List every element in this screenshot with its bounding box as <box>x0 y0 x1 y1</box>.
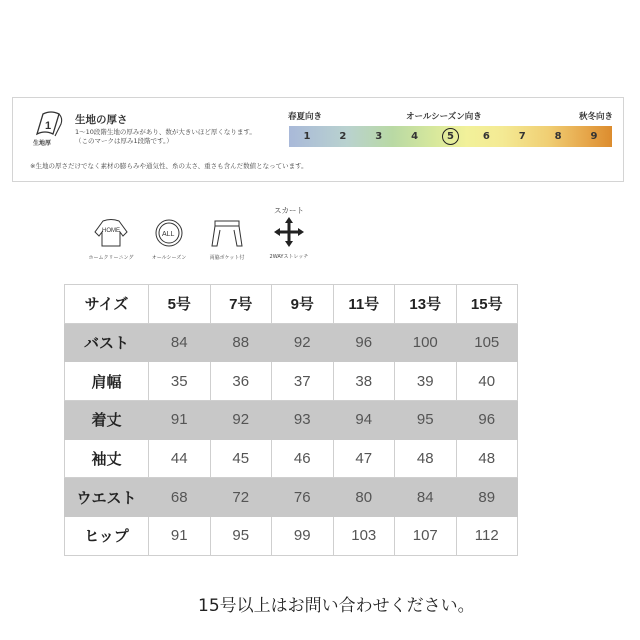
care-2way-stretch <box>264 205 314 260</box>
table-cell: 96 <box>456 401 518 440</box>
table-cell: 68 <box>149 478 211 517</box>
table-cell: 48 <box>395 439 457 478</box>
care-label: オールシーズン <box>151 255 187 261</box>
care-top-label: スカート <box>274 206 304 215</box>
table-cell: 39 <box>395 362 457 401</box>
label-spring-summer: 春夏向き <box>288 112 323 122</box>
table-cell: 96 <box>333 323 395 362</box>
scale-value: 7 <box>518 131 526 142</box>
table-cell: 47 <box>333 439 395 478</box>
care-label: ホームクリーニング <box>88 255 134 261</box>
header-cell: 9号 <box>272 285 334 324</box>
table-cell: 35 <box>149 362 211 401</box>
scale-value: 1 <box>303 131 311 142</box>
care-side-pockets <box>204 218 250 261</box>
table-cell: 95 <box>395 401 457 440</box>
table-cell: 89 <box>456 478 518 517</box>
home-cleaning-icon <box>93 218 129 248</box>
table-cell: 100 <box>395 323 457 362</box>
thickness-scale-bar <box>289 126 612 147</box>
table-cell: 40 <box>456 362 518 401</box>
care-all-season <box>146 218 192 261</box>
table-row <box>65 323 518 362</box>
row-label: 着丈 <box>65 401 149 440</box>
size-table <box>64 284 518 556</box>
header-cell: サイズ <box>65 285 149 324</box>
scale-value: 6 <box>482 131 490 142</box>
description-line-2: （このマークは厚み1段階です。） <box>75 137 173 145</box>
table-row <box>65 401 518 440</box>
fabric-thickness-mark <box>31 110 67 150</box>
table-cell: 94 <box>333 401 395 440</box>
table-cell: 45 <box>210 439 272 478</box>
table-cell: 112 <box>456 517 518 556</box>
row-label: ヒップ <box>65 517 149 556</box>
scale-value: 9 <box>590 131 598 142</box>
care-label: 2WAYストレッチ <box>269 254 309 260</box>
table-cell: 48 <box>456 439 518 478</box>
table-row <box>65 517 518 556</box>
mark-label: 生地厚 <box>33 140 52 147</box>
header-cell: 5号 <box>149 285 211 324</box>
header-cell: 13号 <box>395 285 457 324</box>
table-cell: 93 <box>272 401 334 440</box>
stretch-arrows-icon <box>274 217 304 247</box>
svg-text:ALL: ALL <box>162 231 175 238</box>
scale-value: 3 <box>375 131 383 142</box>
thickness-title: 生地の厚さ <box>75 114 128 126</box>
table-cell: 37 <box>272 362 334 401</box>
description-line-1: 1〜10段階生地の厚みがあり、数が大きいほど厚くなります。 <box>75 128 256 136</box>
table-cell: 92 <box>272 323 334 362</box>
table-cell: 46 <box>272 439 334 478</box>
scale-value: 8 <box>554 131 562 142</box>
scale-value: 4 <box>411 131 419 142</box>
table-cell: 99 <box>272 517 334 556</box>
thickness-description <box>75 128 256 146</box>
header-cell: 15号 <box>456 285 518 324</box>
fabric-thickness-panel <box>12 97 624 182</box>
table-row <box>65 478 518 517</box>
side-pocket-icon <box>209 218 245 248</box>
row-label: 袖丈 <box>65 439 149 478</box>
table-row <box>65 362 518 401</box>
svg-text:HOME: HOME <box>102 228 120 234</box>
row-label: 肩幅 <box>65 362 149 401</box>
fabric-sheet-icon <box>33 110 65 138</box>
inquiry-note: 15号以上はお問い合わせください。 <box>198 596 475 616</box>
table-cell: 103 <box>333 517 395 556</box>
table-cell: 36 <box>210 362 272 401</box>
table-cell: 38 <box>333 362 395 401</box>
label-autumn-winter: 秋冬向き <box>578 112 613 122</box>
header-cell: 7号 <box>210 285 272 324</box>
table-cell: 76 <box>272 478 334 517</box>
table-cell: 92 <box>210 401 272 440</box>
table-cell: 44 <box>149 439 211 478</box>
row-label: バスト <box>65 323 149 362</box>
care-label: 両脇ポケット付 <box>209 255 245 261</box>
table-cell: 84 <box>149 323 211 362</box>
table-cell: 88 <box>210 323 272 362</box>
table-cell: 95 <box>210 517 272 556</box>
table-cell: 105 <box>456 323 518 362</box>
table-cell: 107 <box>395 517 457 556</box>
table-cell: 91 <box>149 517 211 556</box>
scale-value-selected: 5 <box>441 131 459 142</box>
table-cell: 80 <box>333 478 395 517</box>
table-cell: 91 <box>149 401 211 440</box>
care-home-cleaning <box>88 218 134 261</box>
table-header-row <box>65 285 518 324</box>
all-season-icon <box>154 218 184 248</box>
table-cell: 72 <box>210 478 272 517</box>
row-label: ウエスト <box>65 478 149 517</box>
label-all-season: オールシーズン向き <box>406 112 482 122</box>
care-icons-row <box>88 205 338 265</box>
svg-text:1: 1 <box>45 120 52 132</box>
thickness-note: ※生地の厚さだけでなく素材の膨らみや通気性、糸の太さ、重さも含んだ数値となっています。 <box>30 162 308 170</box>
header-cell: 11号 <box>333 285 395 324</box>
season-labels <box>288 110 613 122</box>
table-cell: 84 <box>395 478 457 517</box>
table-row <box>65 439 518 478</box>
scale-value: 2 <box>339 131 347 142</box>
